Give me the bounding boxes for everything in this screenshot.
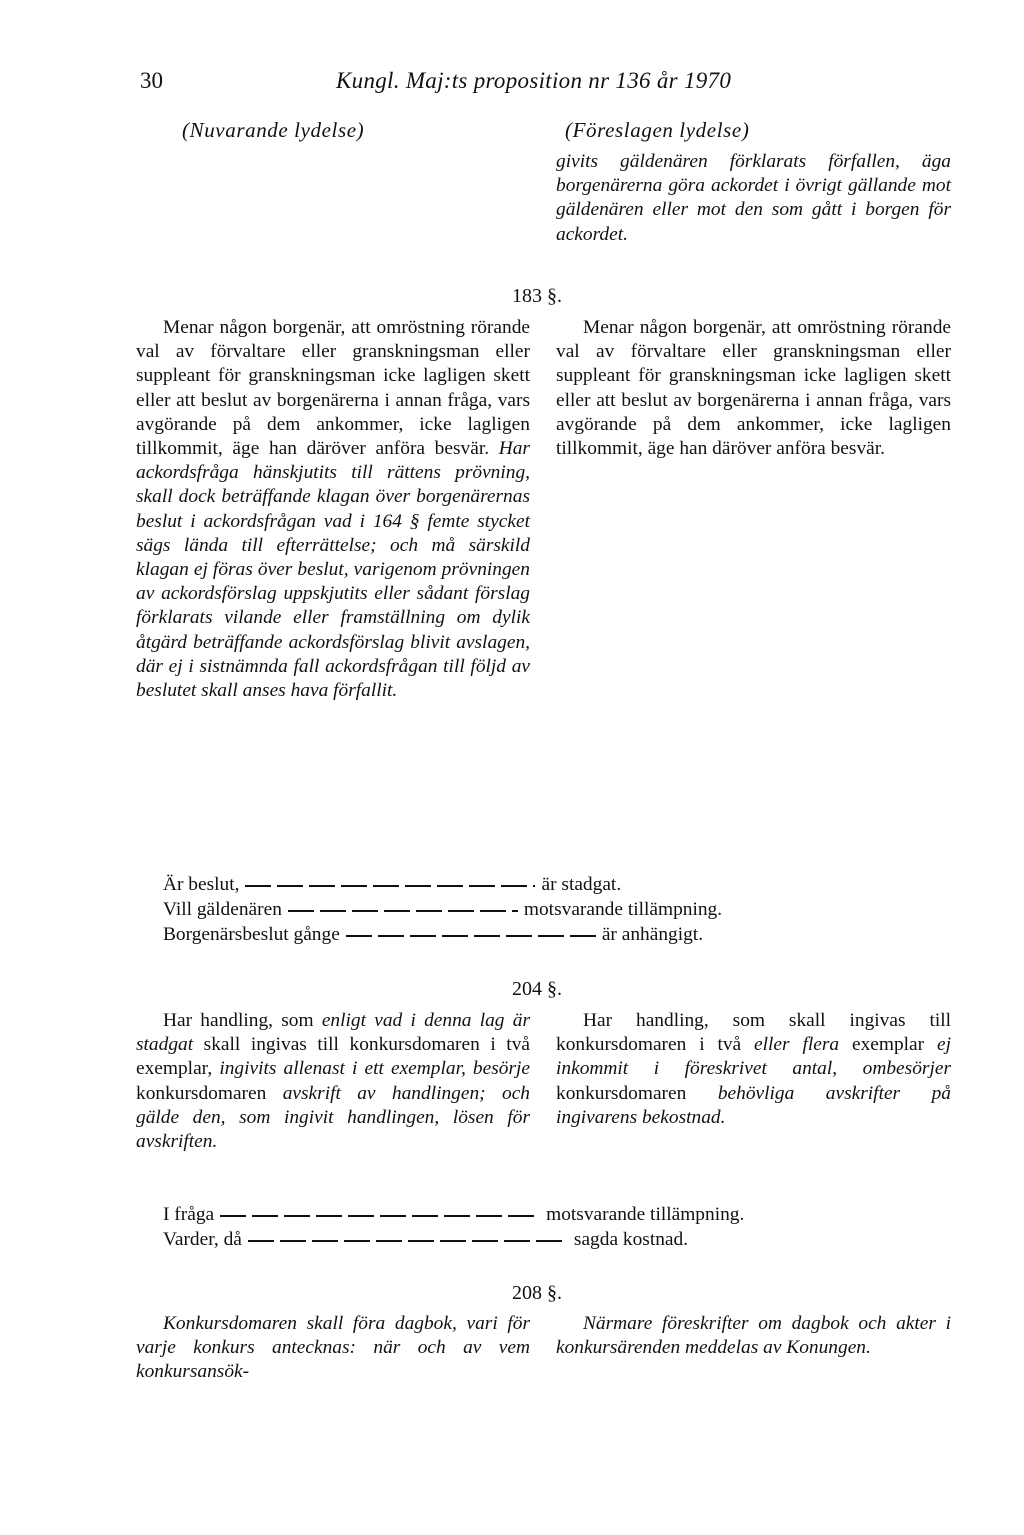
section-208-label: 208 §.	[512, 1282, 562, 1304]
right-column-header: (Föreslagen lydelse)	[565, 118, 750, 142]
dash-leader	[220, 1204, 540, 1228]
section-204-left-text: Har handling, som enligt vad i denna lag är stadgat skall ingivas till konkursdomaren i två exemplar, ingivits allenast i ett exemplar, besörje konkursdomaren avskrift av handlingen; och gälde den, som ingivit handlingen, lösen för avskriften.	[136, 1010, 530, 1153]
dash-leader	[245, 874, 535, 898]
section-183-left-italic: Har ackordsfråga hänskjutits till rättens prövning, skall dock beträffande klagan över borgenärernas beslut i ackordsfrågan vad i 164 § femte stycket sägs lända till efterrättelse; och må särskild klagan ej föras över beslut, varigenom prövningen av ackordsförslag uppskjutits eller sådant förslag förklarats vilande eller framställning om dylik åtgärd beträffande ackordsförslag blivit avslagen, där ej i sistnämnda fall ackordsfrågan till följd av beslutet skall anses hava förfallit.	[136, 438, 530, 702]
continuation-line: Varder, då sagda kostnad.	[163, 1228, 688, 1253]
left-column-header: (Nuvarande lydelse)	[182, 118, 365, 142]
section-183-left-plain: Menar någon borgenär, att omröstning rörande val av förvaltare eller granskningsman eller suppleant för granskningsman icke lagligen skett eller att beslut av borgenärerna i annan fråga, vars avgörande på dem ankommer, icke lagligen tillkommit, äge han däröver anföra besvär.	[136, 317, 530, 460]
continued-paragraph-right: givits gäldenären förklarats förfallen, äga borgenärerna göra ackordet i övrigt gällande mot gäldenären eller mot den som gått i borgen för ackordet.	[556, 151, 951, 245]
section-208-left-text: Konkursdomaren skall föra dagbok, vari för varje konkurs antecknas: när och av vem konkursansök-	[136, 1313, 530, 1383]
continuation-line: Vill gäldenären motsvarande tillämpning.	[163, 898, 722, 923]
continuation-line: Är beslut, är stadgat.	[163, 873, 621, 898]
section-183-left-text	[136, 316, 530, 703]
dash-leader	[288, 899, 518, 923]
publication-title: Kungl. Maj:ts proposition nr 136 år 1970	[336, 68, 732, 93]
section-204-right-text: Har handling, som skall ingivas till konkursdomaren i två eller flera exemplar ej inkommit i föreskrivet antal, ombesörjer konkursdomaren behövliga avskrifter på ingivarens bekostnad.	[556, 1010, 951, 1128]
dash-leader	[346, 924, 596, 948]
continuation-line: I fråga motsvarande tillämpning.	[163, 1203, 744, 1228]
page-number: 30	[140, 68, 163, 93]
section-208-right-text: Närmare föreskrifter om dagbok och akter i konkursärenden meddelas av Konungen.	[556, 1313, 951, 1359]
section-183-right-text: Menar någon borgenär, att omröstning rörande val av förvaltare eller granskningsman eller suppleant för granskningsman icke lagligen skett eller att beslut av borgenärerna i annan fråga, vars avgörande på dem ankommer, icke lagligen tillkommit, äge han däröver anföra besvär.	[556, 317, 951, 460]
dash-leader	[248, 1229, 568, 1253]
continuation-line: Borgenärsbeslut gånge är anhängigt.	[163, 923, 703, 948]
section-183-label: 183 §.	[512, 285, 562, 307]
section-204-label: 204 §.	[512, 978, 562, 1000]
